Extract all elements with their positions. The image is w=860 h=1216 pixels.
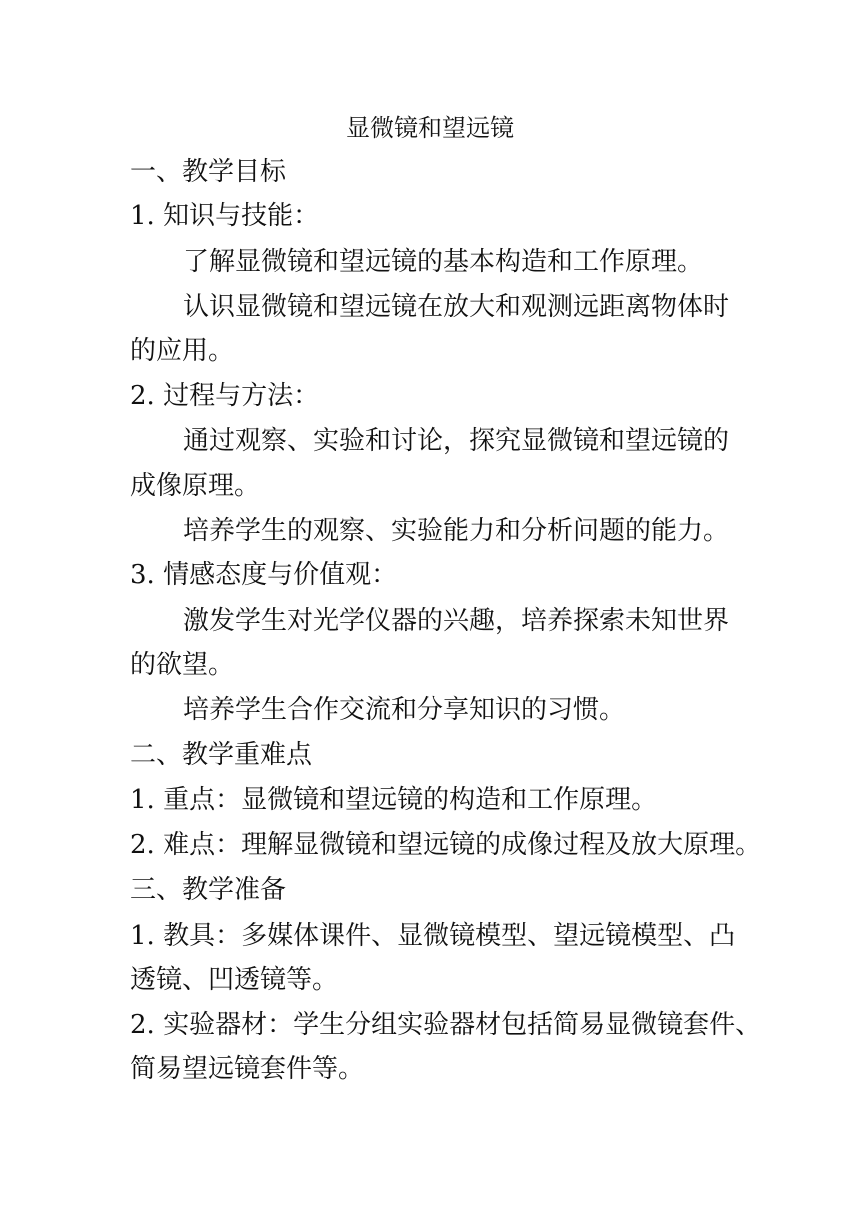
paragraph-line: 通过观察、实验和讨论，探究显微镜和望远镜的 <box>183 426 730 456</box>
paragraph-line: 培养学生的观察、实验能力和分析问题的能力。 <box>183 516 730 546</box>
document-title: 显微镜和望远镜 <box>346 114 514 142</box>
paragraph-line: 2. 实验器材：学生分组实验器材包括简易显微镜套件、 <box>130 1010 762 1040</box>
subheading-attitude-values: 3. 情感态度与价值观： <box>130 560 398 590</box>
section-heading-key-points: 二、教学重难点 <box>130 740 313 770</box>
paragraph-line: 1. 重点：显微镜和望远镜的构造和工作原理。 <box>130 785 658 815</box>
paragraph-line: 透镜、凹透镜等。 <box>130 965 339 995</box>
paragraph-line: 激发学生对光学仪器的兴趣，培养探索未知世界 <box>183 606 730 636</box>
paragraph-line: 2. 难点：理解显微镜和望远镜的成像过程及放大原理。 <box>130 830 762 860</box>
paragraph-line: 培养学生合作交流和分享知识的习惯。 <box>183 695 626 725</box>
paragraph-line: 了解显微镜和望远镜的基本构造和工作原理。 <box>183 247 704 277</box>
paragraph-line: 简易望远镜套件等。 <box>130 1054 365 1084</box>
paragraph-line: 认识显微镜和望远镜在放大和观测远距离物体时 <box>183 292 730 322</box>
paragraph-line: 的应用。 <box>130 336 235 366</box>
paragraph-line: 的欲望。 <box>130 650 235 680</box>
section-heading-objectives: 一、教学目标 <box>130 157 287 187</box>
paragraph-line: 1. 教具：多媒体课件、显微镜模型、望远镜模型、凸 <box>130 921 736 951</box>
paragraph-line: 成像原理。 <box>130 471 261 501</box>
subheading-process-methods: 2. 过程与方法： <box>130 381 320 411</box>
subheading-knowledge-skills: 1. 知识与技能： <box>130 201 320 231</box>
section-heading-preparation: 三、教学准备 <box>130 875 287 905</box>
